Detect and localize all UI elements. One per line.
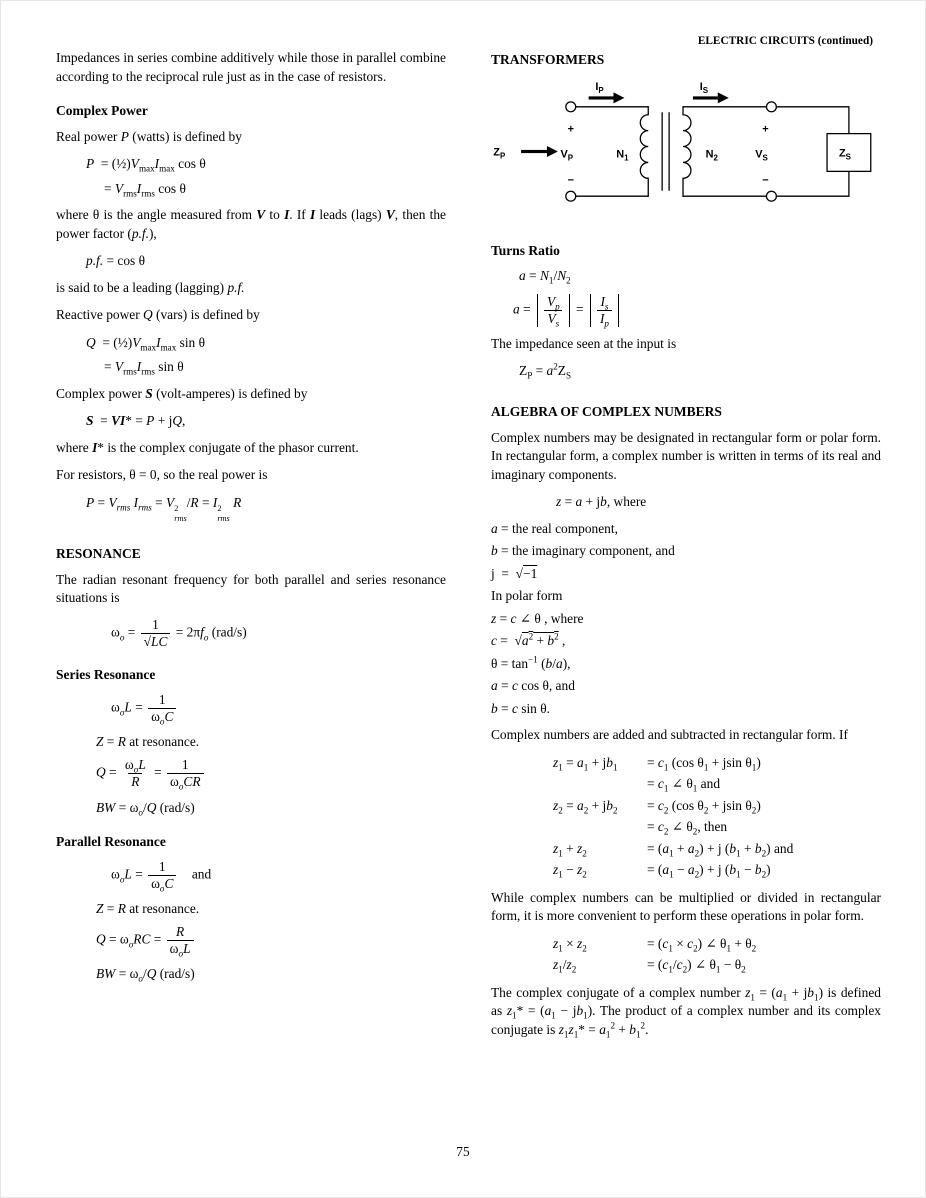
line-magnitude-def: c = $√a^2 + b^2$ , bbox=[491, 631, 566, 649]
line-j-definition: j = √−1 bbox=[491, 565, 538, 581]
formula-parallel-wl: $\omega_oL$ = 1 $\omega_oC$ and bbox=[111, 858, 212, 894]
input-impedance-arrowhead bbox=[547, 146, 558, 157]
formula-parallel-bw: BW = $\omega_o/Q$ (rad/s) bbox=[96, 966, 195, 985]
line-real-component: a = the real component, bbox=[491, 520, 618, 536]
para-complex-power-def: Complex power S (volt-amperes) is defined by bbox=[56, 385, 308, 401]
line-angle-def: $\theta = \tan^{-1} (b/a)$, bbox=[491, 654, 571, 671]
para-power-factor: where θ is the angle measured from V to I. If I leads (lags) V, then the power factor (p.f.), bbox=[56, 207, 446, 241]
secondary-current-arrow bbox=[693, 96, 718, 99]
line-series-z: Z = R at resonance. bbox=[96, 733, 200, 749]
para-multiply-divide: While complex numbers can be multiplied or divided in rectangular form, it is more convenient to perform these operations in polar form. bbox=[491, 889, 881, 924]
heading-algebra: ALGEBRA OF COMPLEX NUMBERS bbox=[491, 403, 722, 419]
line-polar-form-intro: In polar form bbox=[491, 588, 563, 604]
equation-right: = $(c_1/c_2)$ ∠ $\theta_1 - \theta_2$ bbox=[647, 957, 746, 975]
page-number: 75 bbox=[456, 1144, 470, 1159]
line-imaginary-component: b = the imaginary component, and bbox=[491, 543, 675, 559]
formula-rectangular-form: z = a + jb, where bbox=[556, 494, 647, 510]
para-real-power-def: Real power P (watts) is defined by bbox=[56, 128, 242, 144]
formula-reactive-max: Q = $(\frac{1}{2})V_{max}I_{max}$ sin θ bbox=[86, 334, 206, 353]
formula-series-wl: $\omega_oL$ = 1 $\omega_oC$ bbox=[56, 692, 446, 725]
terminal-primary-bottom bbox=[566, 191, 576, 201]
equation-right: = $(a_1 - a_2) + j$ $(b_1 - b_2)$ bbox=[647, 862, 771, 880]
formula-turns-ratio: $a = N_1/N_2$ bbox=[519, 268, 571, 286]
line-parallel-z: Z = R at resonance. bbox=[96, 900, 200, 916]
primary-turns-label: $N_1$ bbox=[616, 148, 629, 163]
equation-right: = $c_2$ ∠ $\theta_2$, then bbox=[647, 819, 728, 837]
primary-current-arrowhead bbox=[613, 92, 624, 103]
equation-grid-multiply-divide bbox=[491, 935, 881, 975]
secondary-voltage-label: $V_S$ bbox=[755, 148, 768, 163]
wire bbox=[776, 171, 849, 196]
primary-minus-sign: − bbox=[567, 173, 574, 186]
line-polar-form: z = c ∠ θ , where bbox=[491, 610, 584, 626]
para-conjugate-product: The complex conjugate of a complex number $z_1 = (a_1 + jb_1)$ is defined as $z_1* = (a_1 - jb_1)$. The product of a complex number and its complex conjugate is $z_1z_1* = a_1^2 + b_1^2$. bbox=[491, 984, 882, 1040]
equation-right: = $(a_1 + a_2) + j$ $(b_1 + b_2)$ and bbox=[647, 840, 794, 859]
para-resistors: For resistors, θ = 0, so the real power is bbox=[56, 467, 268, 483]
para-reactive-power-def: Reactive power Q (vars) is defined by bbox=[56, 307, 260, 323]
formula-series-bw: BW = $\omega_o/Q$ (rad/s) bbox=[96, 799, 195, 818]
para-resonance: The radian resonant frequency for both parallel and series resonance situations is bbox=[56, 571, 446, 606]
secondary-current-arrowhead bbox=[718, 92, 729, 103]
page-header: ELECTRIC CIRCUITS (continued) bbox=[697, 35, 873, 47]
heading-transformers: TRANSFORMERS bbox=[491, 52, 605, 67]
formula-real-power-max: P = $(\frac{1}{2})V_{max}I_{max}$ cos θ bbox=[86, 156, 206, 174]
para-add-subtract: Complex numbers are added and subtracted in rectangular form. If bbox=[491, 727, 848, 743]
input-impedance-arrow bbox=[521, 150, 547, 153]
heading-turns-ratio: Turns Ratio bbox=[491, 242, 560, 258]
heading-complex-power: Complex Power bbox=[56, 103, 148, 118]
line-b-sin: b = c sin θ. bbox=[491, 700, 550, 716]
formula-turns-ratio-magnitudes: a = $V_p$ $V_s$ = $I_s$ $I_p$ bbox=[491, 294, 881, 327]
primary-plus-sign: + bbox=[567, 123, 574, 136]
formula-complex-power: S = VI* = P + jQ, bbox=[86, 413, 186, 429]
formula-real-power-rms: = $V_{rms}I_{rms}$ cos θ bbox=[104, 180, 186, 199]
terminal-primary-top bbox=[566, 101, 576, 111]
secondary-plus-sign: + bbox=[762, 123, 769, 136]
equation-right: = $(c_1 \times c_2)$ ∠ $\theta_1 + \theta_2$ bbox=[647, 935, 757, 954]
equation-left bbox=[553, 818, 647, 837]
equation-left bbox=[553, 775, 647, 794]
formula-parallel-q: $Q = \omega_oRC$ = R $\omega_oL$ bbox=[56, 924, 446, 957]
terminal-secondary-bottom bbox=[766, 191, 776, 201]
formula-input-impedance: $Z_P = a^2Z_S$ bbox=[519, 361, 572, 382]
equation-grid-add-subtract bbox=[491, 754, 881, 880]
line-a-cos: a = c cos θ, and bbox=[491, 678, 575, 694]
secondary-coil bbox=[683, 106, 691, 195]
formula-reactive-rms: = $V_{rms}I_{rms}$ sin θ bbox=[104, 359, 184, 377]
equation-left: $z_2 = a_2 + jb_2$ bbox=[553, 797, 618, 816]
equation-left: $z_1 + z_2$ bbox=[553, 840, 587, 859]
primary-voltage-label: $V_P$ bbox=[560, 148, 574, 163]
equation-left: $z_1/z_2$ bbox=[553, 957, 577, 975]
equation-right: = $c_1$ (cos $\theta_1 + jsin$ $\theta_1$) bbox=[647, 754, 761, 773]
input-impedance-label: $Z_P$ bbox=[493, 146, 506, 161]
para-input-impedance: The impedance seen at the input is bbox=[491, 335, 677, 351]
equation-left: $z_1 - z_2$ bbox=[553, 862, 587, 880]
equation-right: = $c_1$ ∠ $\theta_1$ and bbox=[647, 776, 721, 794]
load-impedance-label: $Z_S$ bbox=[838, 147, 851, 162]
primary-coil bbox=[640, 106, 648, 195]
equation-left: $z_1 \times z_2$ bbox=[553, 935, 587, 954]
wire bbox=[776, 106, 849, 133]
secondary-minus-sign: − bbox=[762, 173, 769, 186]
primary-current-arrow bbox=[589, 96, 614, 99]
para-conjugate-current: where I* is the complex conjugate of the phasor current. bbox=[56, 439, 359, 455]
left-column bbox=[56, 49, 446, 992]
heading-parallel-resonance: Parallel Resonance bbox=[56, 834, 166, 849]
para-algebra-intro: Complex numbers may be designated in rectangular form or polar form. In rectangular form, a complex number is written in terms of its real and imaginary components. bbox=[491, 429, 881, 482]
para-impedances: Impedances in series combine additively while those in parallel combine according to the reciprocal rule just as in the case of resistors. bbox=[56, 50, 446, 84]
formula-resonant-frequency: $\omega_o$ = $\frac{1}{√LC}$ = $2\pi f_o$ (rad/s) bbox=[111, 616, 247, 649]
formula-resistor-power: $P = V_{rms}$ $I_{rms} = V$ 2 rms /R = I 2 rms R bbox=[86, 494, 242, 523]
equation-right: = $c_2$ (cos $\theta_2 + jsin$ $\theta_2$) bbox=[647, 797, 761, 816]
transformer-diagram bbox=[491, 77, 879, 226]
heading-series-resonance: Series Resonance bbox=[56, 667, 156, 683]
secondary-turns-label: $N_2$ bbox=[705, 148, 718, 163]
formula-series-q: Q = $\omega_oL$ R = 1 $\omega_oCR$ bbox=[56, 757, 446, 790]
heading-resonance: RESONANCE bbox=[56, 546, 141, 562]
equation-left: $z_1 = a_1 + jb_1$ bbox=[553, 754, 618, 773]
terminal-secondary-top bbox=[766, 101, 776, 111]
formula-power-factor: p.f. = cos θ bbox=[86, 253, 145, 269]
right-column bbox=[491, 49, 881, 1048]
para-leading-lagging: is said to be a leading (lagging) p.f. bbox=[56, 279, 245, 295]
primary-current-label: $I_P$ bbox=[595, 80, 604, 95]
secondary-current-label: $I_S$ bbox=[699, 80, 709, 95]
